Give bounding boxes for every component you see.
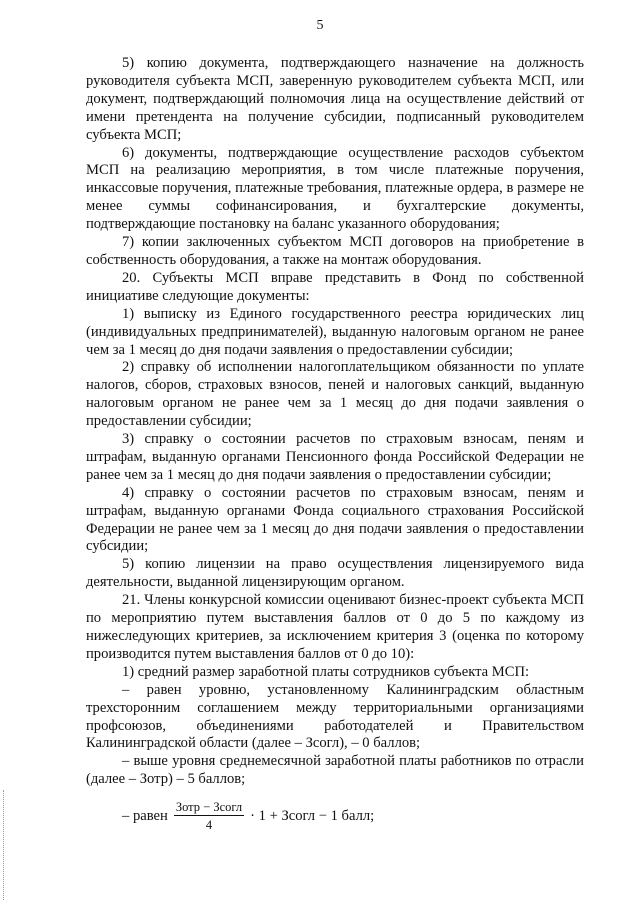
paragraph-clause-20-item-4: 4) справку о состоянии расчетов по страховым взносам, пеням и штрафам, выданную органами Фонда социального страхования Российской Федерации не ранее чем за 1 месяц до дня подачи заявления о предоставлении субсидии; [86,484,584,555]
paragraph-clause-20-item-2: 2) справку об исполнении налогоплательщиком обязанности по уплате налогов, сборов, страховых взносов, пеней и налоговых санкций, выданную налоговым органом не ранее чем за 1 месяц до дня подачи заявления о предоставлении субсидии; [86,359,584,430]
formula-numerator: Зотр − Зсогл [175,800,243,814]
paragraph-item-7-contracts: 7) копии заключенных субъектом МСП договоров на приобретение в собственность оборудования, а также на монтаж оборудования. [86,234,584,268]
page-number: 5 [316,18,324,33]
formula-suffix: · 1 + Зсогл − 1 балл; [250,807,375,824]
score-formula [122,800,374,832]
scan-margin-marks [3,790,6,900]
paragraph-item-5-copy-document: 5) копию документа, подтверждающего назначение на должность руководителя субъекта МСП, заверенную руководителем субъекта МСП, или документ, подтверждающий полномочия лица на осуществление действий от имени претендента на получение субсидии, подписанный руководителем субъекта МСП; [86,55,584,143]
document-body [86,55,584,789]
formula-prefix: – равен [122,807,168,824]
paragraph-clause-20-item-3: 3) справку о состоянии расчетов по страховым взносам, пеням и штрафам, выданную органами Пенсионного фонда Российской Федерации не ранее чем за 1 месяц до дня подачи заявления о предоставлении субсидии; [86,431,584,483]
paragraph-criterion-1-option-b: – выше уровня среднемесячной заработной платы работников по отрасли (далее – Зотр) – 5 баллов; [86,753,584,788]
paragraph-item-6-expense-documents: 6) документы, подтверждающие осуществление расходов субъектом МСП на реализацию мероприятия, в том числе платежные поручения, инкассовые поручения, платежные требования, платежные ордера, в размере не менее суммы софинансирования, и бухгалтерские документы, подтверждающие постановку на баланс указанного оборудования; [86,144,584,233]
paragraph-clause-20-item-1: 1) выписку из Единого государственного реестра юридических лиц (индивидуальных предпринимателей), выданную налоговым органом не ранее чем за 1 месяц до дня подачи заявления о предоставлении субсидии; [86,305,584,358]
paragraph-clause-20: 20. Субъекты МСП вправе представить в Фонд по собственной инициативе следующие документы: [86,269,584,304]
formula-denominator: 4 [205,818,213,832]
paragraph-clause-20-item-5: 5) копию лицензии на право осуществления лицензируемого вида деятельности, выданной лицензирующим органом. [86,556,584,591]
paragraph-clause-21: 21. Члены конкурсной комиссии оценивают бизнес-проект субъекта МСП по мероприятию путем выставления баллов от 0 до 5 по каждому из нижеследующих критериев, за исключением критерия 3 (оценка по которому производится путем выставления баллов от 0 до 10): [86,592,584,662]
formula-fraction [174,800,244,832]
paragraph-criterion-1: 1) средний размер заработной платы сотрудников субъекта МСП: [122,663,530,680]
paragraph-criterion-1-option-a: – равен уровню, установленному Калининградским областным трехсторонним соглашением между территориальными организациями профсоюзов, объединениями работодателей и Правительством Калининградской области (далее – Зсогл), – 0 баллов; [86,681,584,752]
